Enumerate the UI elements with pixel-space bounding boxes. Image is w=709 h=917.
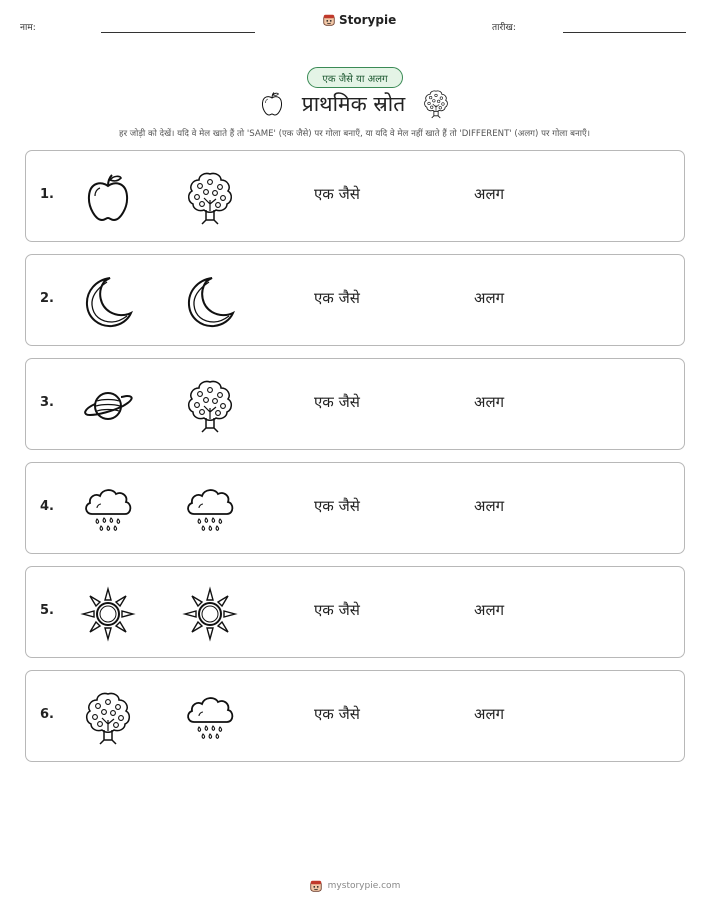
question-number: 1. xyxy=(40,187,54,202)
option-same[interactable]: एक जैसे xyxy=(314,497,360,515)
question-number: 4. xyxy=(40,499,54,514)
page-title: प्राथमिक स्रोत xyxy=(301,92,406,116)
option-different[interactable]: अलग xyxy=(474,393,505,411)
option-same[interactable]: एक जैसे xyxy=(314,705,360,723)
brand xyxy=(322,13,396,27)
question-row-2 xyxy=(25,254,685,346)
question-row-1 xyxy=(25,150,685,242)
question-row-3 xyxy=(25,358,685,450)
planet-icon xyxy=(80,378,136,434)
option-different[interactable]: अलग xyxy=(474,705,505,723)
apple-icon xyxy=(80,170,136,226)
title-row xyxy=(0,89,709,119)
date-field[interactable] xyxy=(563,32,686,33)
question-number: 2. xyxy=(40,291,54,306)
storypie-logo-icon xyxy=(322,13,336,27)
option-same[interactable]: एक जैसे xyxy=(314,601,360,619)
date-label: तारीख: xyxy=(492,23,516,33)
option-different[interactable]: अलग xyxy=(474,601,505,619)
option-different[interactable]: अलग xyxy=(474,289,505,307)
tree-icon xyxy=(182,170,238,226)
name-label: नाम: xyxy=(20,23,36,33)
option-same[interactable]: एक जैसे xyxy=(314,289,360,307)
storypie-logo-icon xyxy=(309,879,323,893)
rain-cloud-icon xyxy=(182,482,238,538)
question-number: 3. xyxy=(40,395,54,410)
tree-icon xyxy=(421,89,451,119)
rain-cloud-icon xyxy=(80,482,136,538)
brand-name: Storypie xyxy=(339,13,397,27)
option-same[interactable]: एक जैसे xyxy=(314,393,360,411)
instructions: हर जोड़ी को देखें। यदि वे मेल खाते हैं तो 'SAME' (एक जैसे) पर गोला बनाएँ, या यदि वे मेल नहीं खाते हैं तो 'DIFFERENT' (अलग) पर गोला बनाएँ। xyxy=(119,129,590,139)
rain-cloud-icon xyxy=(182,690,238,746)
option-different[interactable]: अलग xyxy=(474,185,505,203)
footer-url[interactable]: mystorypie.com xyxy=(327,881,401,891)
question-row-4 xyxy=(25,462,685,554)
question-row-5 xyxy=(25,566,685,658)
question-number: 6. xyxy=(40,707,54,722)
footer xyxy=(0,879,709,893)
question-number: 5. xyxy=(40,603,54,618)
sun-icon xyxy=(182,586,238,642)
tree-icon xyxy=(182,378,238,434)
tree-icon xyxy=(80,690,136,746)
worksheet-type-badge: एक जैसे या अलग xyxy=(307,67,403,88)
moon-icon xyxy=(182,274,238,330)
question-row-6 xyxy=(25,670,685,762)
apple-icon xyxy=(258,90,286,118)
moon-icon xyxy=(80,274,136,330)
name-field[interactable] xyxy=(101,32,255,33)
option-different[interactable]: अलग xyxy=(474,497,505,515)
sun-icon xyxy=(80,586,136,642)
option-same[interactable]: एक जैसे xyxy=(314,185,360,203)
